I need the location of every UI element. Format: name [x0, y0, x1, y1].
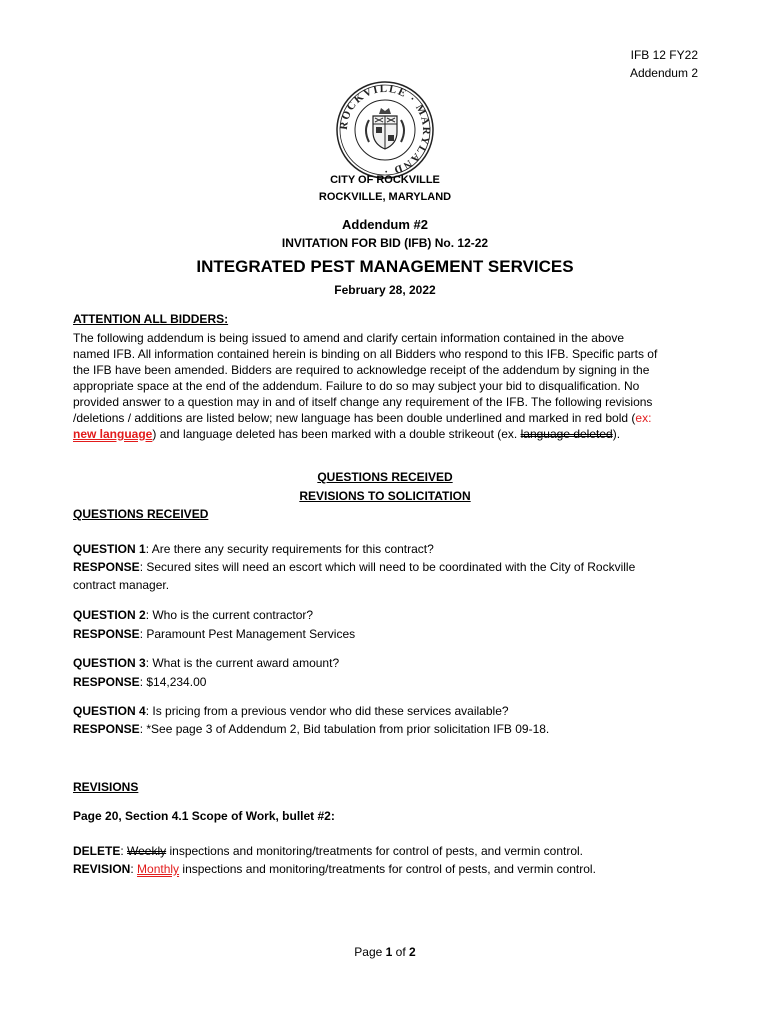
- city-seal-logo: [335, 80, 435, 180]
- section-title-questions: QUESTIONS RECEIVED: [317, 470, 453, 484]
- deleted-word: Weekly: [127, 844, 167, 858]
- question-2: QUESTION 2: Who is the current contractor?: [73, 608, 314, 622]
- issuer-block: [0, 172, 770, 206]
- ifb-reference: IFB 12 FY22: [630, 48, 698, 62]
- response-1-continued: contract manager.: [73, 578, 170, 592]
- response-1: RESPONSE: Secured sites will need an escort which will need to be coordinated with the City of Rockville: [73, 560, 636, 574]
- deleted-language-example: language deleted: [520, 427, 613, 441]
- response-2: RESPONSE: Paramount Pest Management Services: [73, 627, 356, 641]
- document-date: February 28, 2022: [334, 283, 436, 297]
- svg-text:ROCKVILLE · MARYLAND ·: ROCKVILLE · MARYLAND ·: [337, 82, 433, 178]
- ifb-number: INVITATION FOR BID (IFB) No. 12-22: [281, 236, 489, 250]
- attention-line: /deletions / additions are listed below; new language has been double underlined and marked in red bold (ex:: [73, 411, 652, 425]
- new-language-example: new language: [73, 427, 153, 441]
- attention-heading: ATTENTION ALL BIDDERS:: [73, 312, 229, 326]
- issuer-city: CITY OF ROCKVILLE: [330, 174, 440, 186]
- section-title-revisions: REVISIONS TO SOLICITATION: [299, 489, 471, 503]
- document-title: INTEGRATED PEST MANAGEMENT SERVICES: [196, 257, 574, 276]
- attention-line: The following addendum is being issued to amend and clarify certain information contained in the above: [73, 331, 625, 345]
- revision-page-reference: Page 20, Section 4.1 Scope of Work, bullet #2:: [73, 809, 335, 823]
- attention-line: the IFB have been amended. Bidders are required to acknowledge receipt of the addendum by signing in the: [73, 363, 650, 377]
- attention-line: appropriate space at the end of the addendum. Failure to do so may subject your bid to disqualification. No: [73, 379, 640, 393]
- addendum-number: Addendum #2: [342, 217, 428, 232]
- addendum-reference: Addendum 2: [629, 66, 698, 80]
- attention-line: named IFB. All information contained herein is binding on all Bidders who respond to this IFB. Specific parts of: [73, 347, 658, 361]
- revision-line: REVISION: Monthly inspections and monitoring/treatments for control of pests, and vermin control.: [73, 862, 596, 876]
- question-1: QUESTION 1: Are there any security requirements for this contract?: [73, 542, 434, 556]
- document-reference: [630, 46, 698, 82]
- questions-heading: QUESTIONS RECEIVED: [73, 507, 209, 521]
- question-4: QUESTION 4: Is pricing from a previous vendor who did these services available?: [73, 704, 509, 718]
- attention-line: provided answer to a question may in and of itself change any requirement of the IFB. The following revisions: [73, 395, 653, 409]
- new-word: Monthly: [137, 862, 180, 876]
- response-4: RESPONSE: *See page 3 of Addendum 2, Bid tabulation from prior solicitation IFB 09-18.: [73, 722, 550, 736]
- attention-line: new language) and language deleted has been marked with a double strikeout (ex. language deleted).: [73, 427, 621, 441]
- revisions-heading: REVISIONS: [73, 780, 139, 794]
- question-3: QUESTION 3: What is the current award amount?: [73, 656, 340, 670]
- example-label: ex:: [635, 411, 652, 425]
- issuer-state: ROCKVILLE, MARYLAND: [318, 191, 452, 203]
- delete-line: DELETE: Weekly inspections and monitoring/treatments for control of pests, and vermin control.: [73, 844, 584, 858]
- page-number: Page 1 of 2: [354, 945, 416, 959]
- response-3: RESPONSE: $14,234.00: [73, 675, 207, 689]
